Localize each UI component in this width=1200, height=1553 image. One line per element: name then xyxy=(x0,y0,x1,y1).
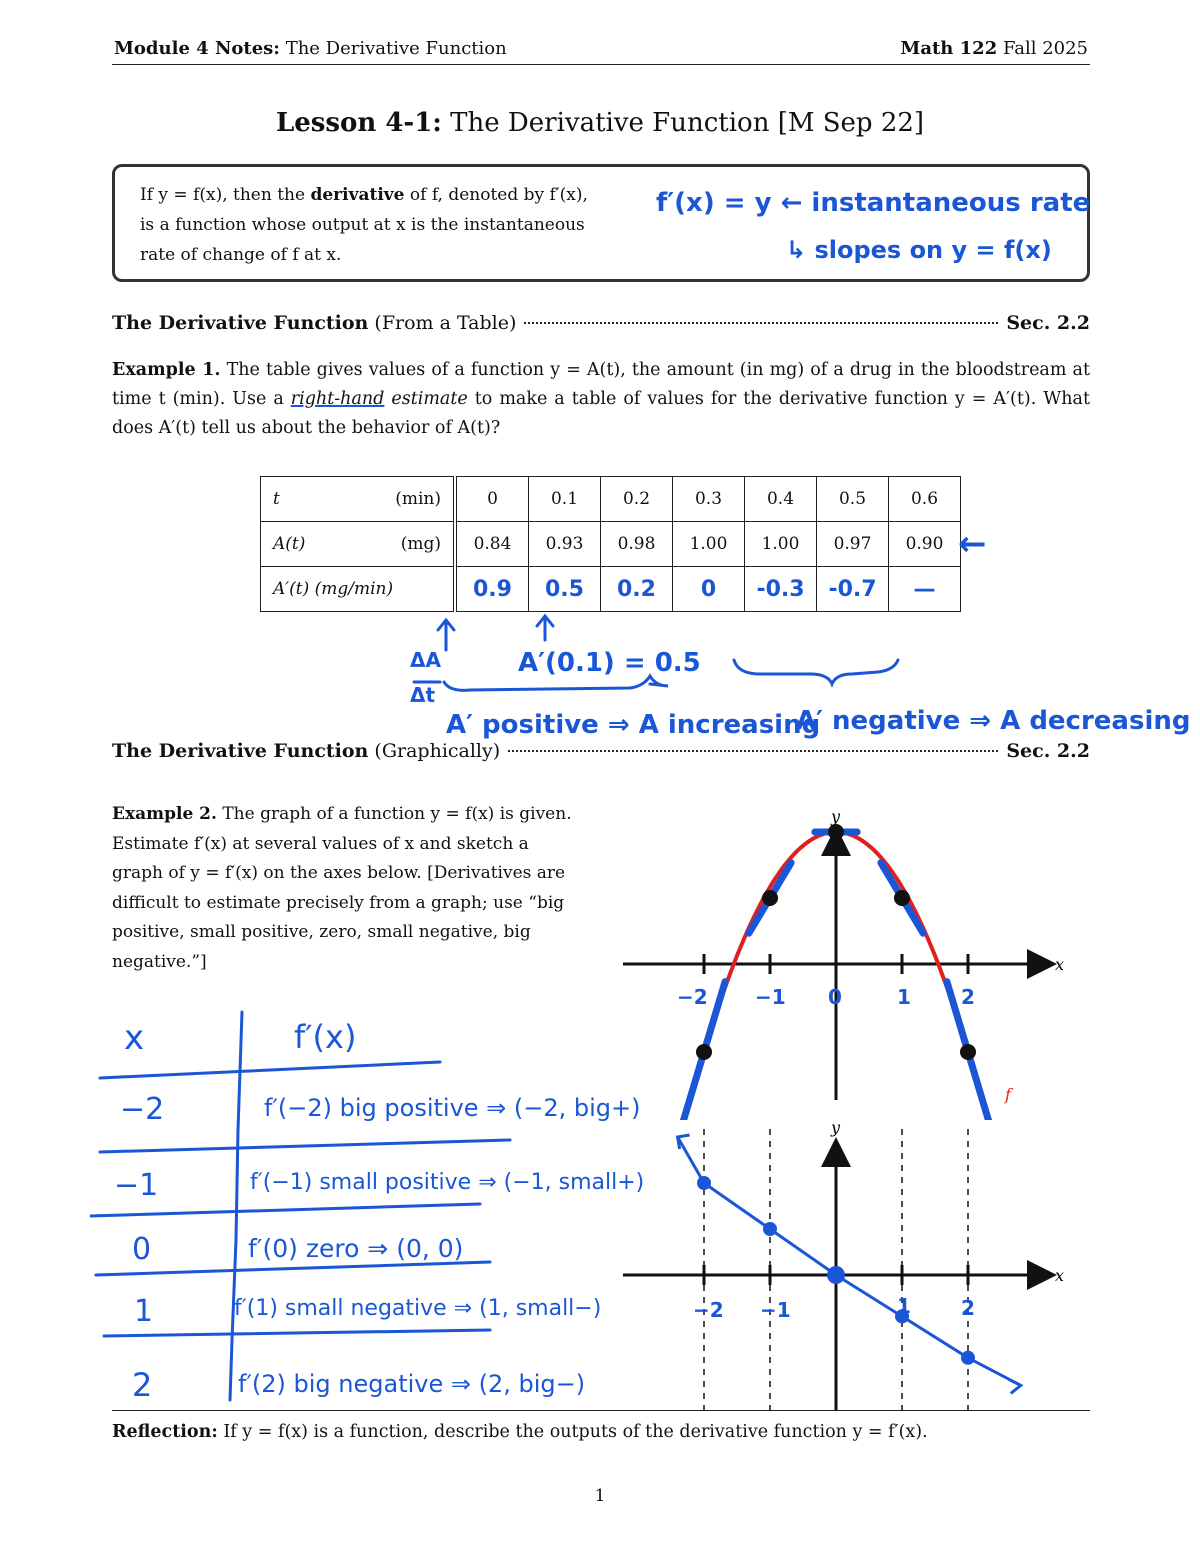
tick-label: −1 xyxy=(755,985,786,1009)
delta-t: Δt xyxy=(410,683,436,707)
x-axis-label: x xyxy=(1055,1266,1065,1285)
table-cell: 0.98 xyxy=(601,522,673,567)
hand-row-x: 1 xyxy=(134,1294,154,1329)
tick-label: −2 xyxy=(693,1298,724,1322)
def-note-line1: f′(x) = y ← instantaneous rate xyxy=(656,188,1091,218)
y-axis-label: y xyxy=(831,807,841,826)
lesson-name: The Derivative Function [M Sep 22] xyxy=(441,108,925,138)
table-cell: 0.6 xyxy=(889,477,961,522)
def-note-line2: ↳ slopes on y = f(x) xyxy=(786,236,1052,264)
section-number: Sec. 2.2 xyxy=(1006,312,1090,334)
hand-row-text: f′(0) zero ⇒ (0, 0) xyxy=(248,1234,464,1263)
hand-row-text: f′(1) small negative ⇒ (1, small−) xyxy=(234,1296,602,1321)
arrow-end-icon xyxy=(1009,1379,1021,1393)
handwritten-cell: 0.5 xyxy=(529,567,601,612)
table-row-a: A(t) (mg) 0.84 0.93 0.98 1.00 1.00 0.97 0.90 xyxy=(261,522,961,567)
table-cell: 0.4 xyxy=(745,477,817,522)
table-row-derivative: A′(t) (mg/min) 0.9 0.5 0.2 0 -0.3 -0.7 — xyxy=(261,567,961,612)
example2-text: Example 2. The graph of a function y = f(x) is given. Estimate f′(x) at several values of x and sketch a graph of y = f′(x) on the axes below. [Derivatives are difficult to estimate precisely from a graph; use “big positive, small positive, zero, small negative, big negative.”] xyxy=(112,804,572,972)
handwritten-cell: 0.2 xyxy=(601,567,673,612)
delta-a: ΔA xyxy=(410,648,441,672)
data-point xyxy=(827,1266,845,1284)
data-point xyxy=(961,1351,975,1365)
header-rule xyxy=(112,64,1090,65)
graph-fprime xyxy=(615,1115,1085,1415)
brace-right xyxy=(734,660,898,684)
example1-text: Example 1. The table gives values of a function y = A(t), the amount (in mg) of a drug in the bloodstream at time t (min). Use a right-hand estimate to make a table of values for the derivative function y = A′(t). What does A′(t) tell us about the behavior of A(t)? xyxy=(112,360,1091,438)
table-cell: 0.84 xyxy=(455,522,529,567)
table-cell: 0.1 xyxy=(529,477,601,522)
table-cell: 0.93 xyxy=(529,522,601,567)
header-left xyxy=(114,38,507,59)
hand-row-x: 2 xyxy=(132,1366,153,1404)
lesson-number: Lesson 4-1: xyxy=(275,108,442,138)
header-course: Math 122 xyxy=(900,38,998,59)
hand-col-fprime: f′(x) xyxy=(294,1018,357,1056)
tick-label: 0 xyxy=(828,985,842,1009)
section-number: Sec. 2.2 xyxy=(1006,740,1090,762)
handwritten-cell: — xyxy=(889,567,961,612)
handwritten-cell: 0.9 xyxy=(455,567,529,612)
tick-label: 1 xyxy=(897,985,911,1009)
hand-row-text: f′(−2) big positive ⇒ (−2, big+) xyxy=(264,1094,641,1122)
hand-row-x: −2 xyxy=(120,1092,165,1127)
section-heading-graph: The Derivative Function (Graphically) Sec. 2.2 xyxy=(112,740,1090,762)
reflection-rule xyxy=(112,1410,1090,1411)
tick-label: 2 xyxy=(961,985,975,1009)
table-cell: 0.5 xyxy=(817,477,889,522)
curve-label: f xyxy=(1005,1085,1011,1104)
header-right xyxy=(900,38,1088,59)
up-arrow-icon xyxy=(438,620,454,650)
table-cell: 0.3 xyxy=(673,477,745,522)
table-row-t: t (min) 0 0.1 0.2 0.3 0.4 0.5 0.6 xyxy=(261,477,961,522)
table-cell: 0.97 xyxy=(817,522,889,567)
brace-left xyxy=(444,676,668,690)
hand-table-lines xyxy=(90,1000,650,1410)
handwritten-cell: 0 xyxy=(673,567,745,612)
table-cell: 1.00 xyxy=(745,522,817,567)
tick-label: −1 xyxy=(760,1298,791,1322)
handwritten-cell: -0.3 xyxy=(745,567,817,612)
row-arrow-icon: ← xyxy=(958,524,987,564)
header-module: Module 4 Notes: xyxy=(114,38,280,59)
data-point xyxy=(696,1044,712,1060)
data-point xyxy=(894,890,910,906)
handwritten-cell: -0.7 xyxy=(817,567,889,612)
data-table xyxy=(260,476,961,612)
header-term: Fall 2025 xyxy=(997,38,1088,59)
section-heading-table: The Derivative Function (From a Table) Sec. 2.2 xyxy=(112,312,1090,334)
hand-row-text: f′(2) big negative ⇒ (2, big−) xyxy=(238,1370,586,1398)
hand-row-text: f′(−1) small positive ⇒ (−1, small+) xyxy=(250,1170,645,1195)
reflection-text: Reflection: If y = f(x) is a function, describe the outputs of the derivative function y = f′(x). xyxy=(112,1422,928,1442)
positive-note: A′ positive ⇒ A increasing xyxy=(446,710,821,740)
lesson-title xyxy=(0,108,1200,138)
data-point xyxy=(697,1176,711,1190)
data-point xyxy=(828,824,844,840)
tick-label: −2 xyxy=(677,985,708,1009)
table-cell: 0.2 xyxy=(601,477,673,522)
negative-note: A′ negative ⇒ A decreasing xyxy=(796,706,1191,736)
a-prime-note: A′(0.1) = 0.5 xyxy=(518,648,701,678)
table-cell: 1.00 xyxy=(673,522,745,567)
definition-text: If y = f(x), then the derivative of f, denoted by f′(x), is a function whose output at x is the instantaneous rate of change of f at x. xyxy=(140,185,588,265)
graph-f xyxy=(615,800,1085,1120)
table-cell: 0.90 xyxy=(889,522,961,567)
x-axis-label: x xyxy=(1055,955,1065,974)
y-axis-label: y xyxy=(831,1118,841,1137)
hand-row-x: −1 xyxy=(114,1168,159,1203)
curve-fprime xyxy=(678,1137,1021,1385)
data-point xyxy=(763,1222,777,1236)
tick-label: 2 xyxy=(961,1296,975,1320)
hand-col-x: x xyxy=(124,1018,145,1058)
data-point xyxy=(762,890,778,906)
up-arrow-icon xyxy=(537,616,553,640)
data-point xyxy=(960,1044,976,1060)
header-topic: The Derivative Function xyxy=(279,38,507,59)
page-number: 1 xyxy=(594,1486,606,1506)
table-cell: 0 xyxy=(455,477,529,522)
hand-row-x: 0 xyxy=(132,1232,152,1267)
tick-label: 1 xyxy=(897,1294,911,1318)
